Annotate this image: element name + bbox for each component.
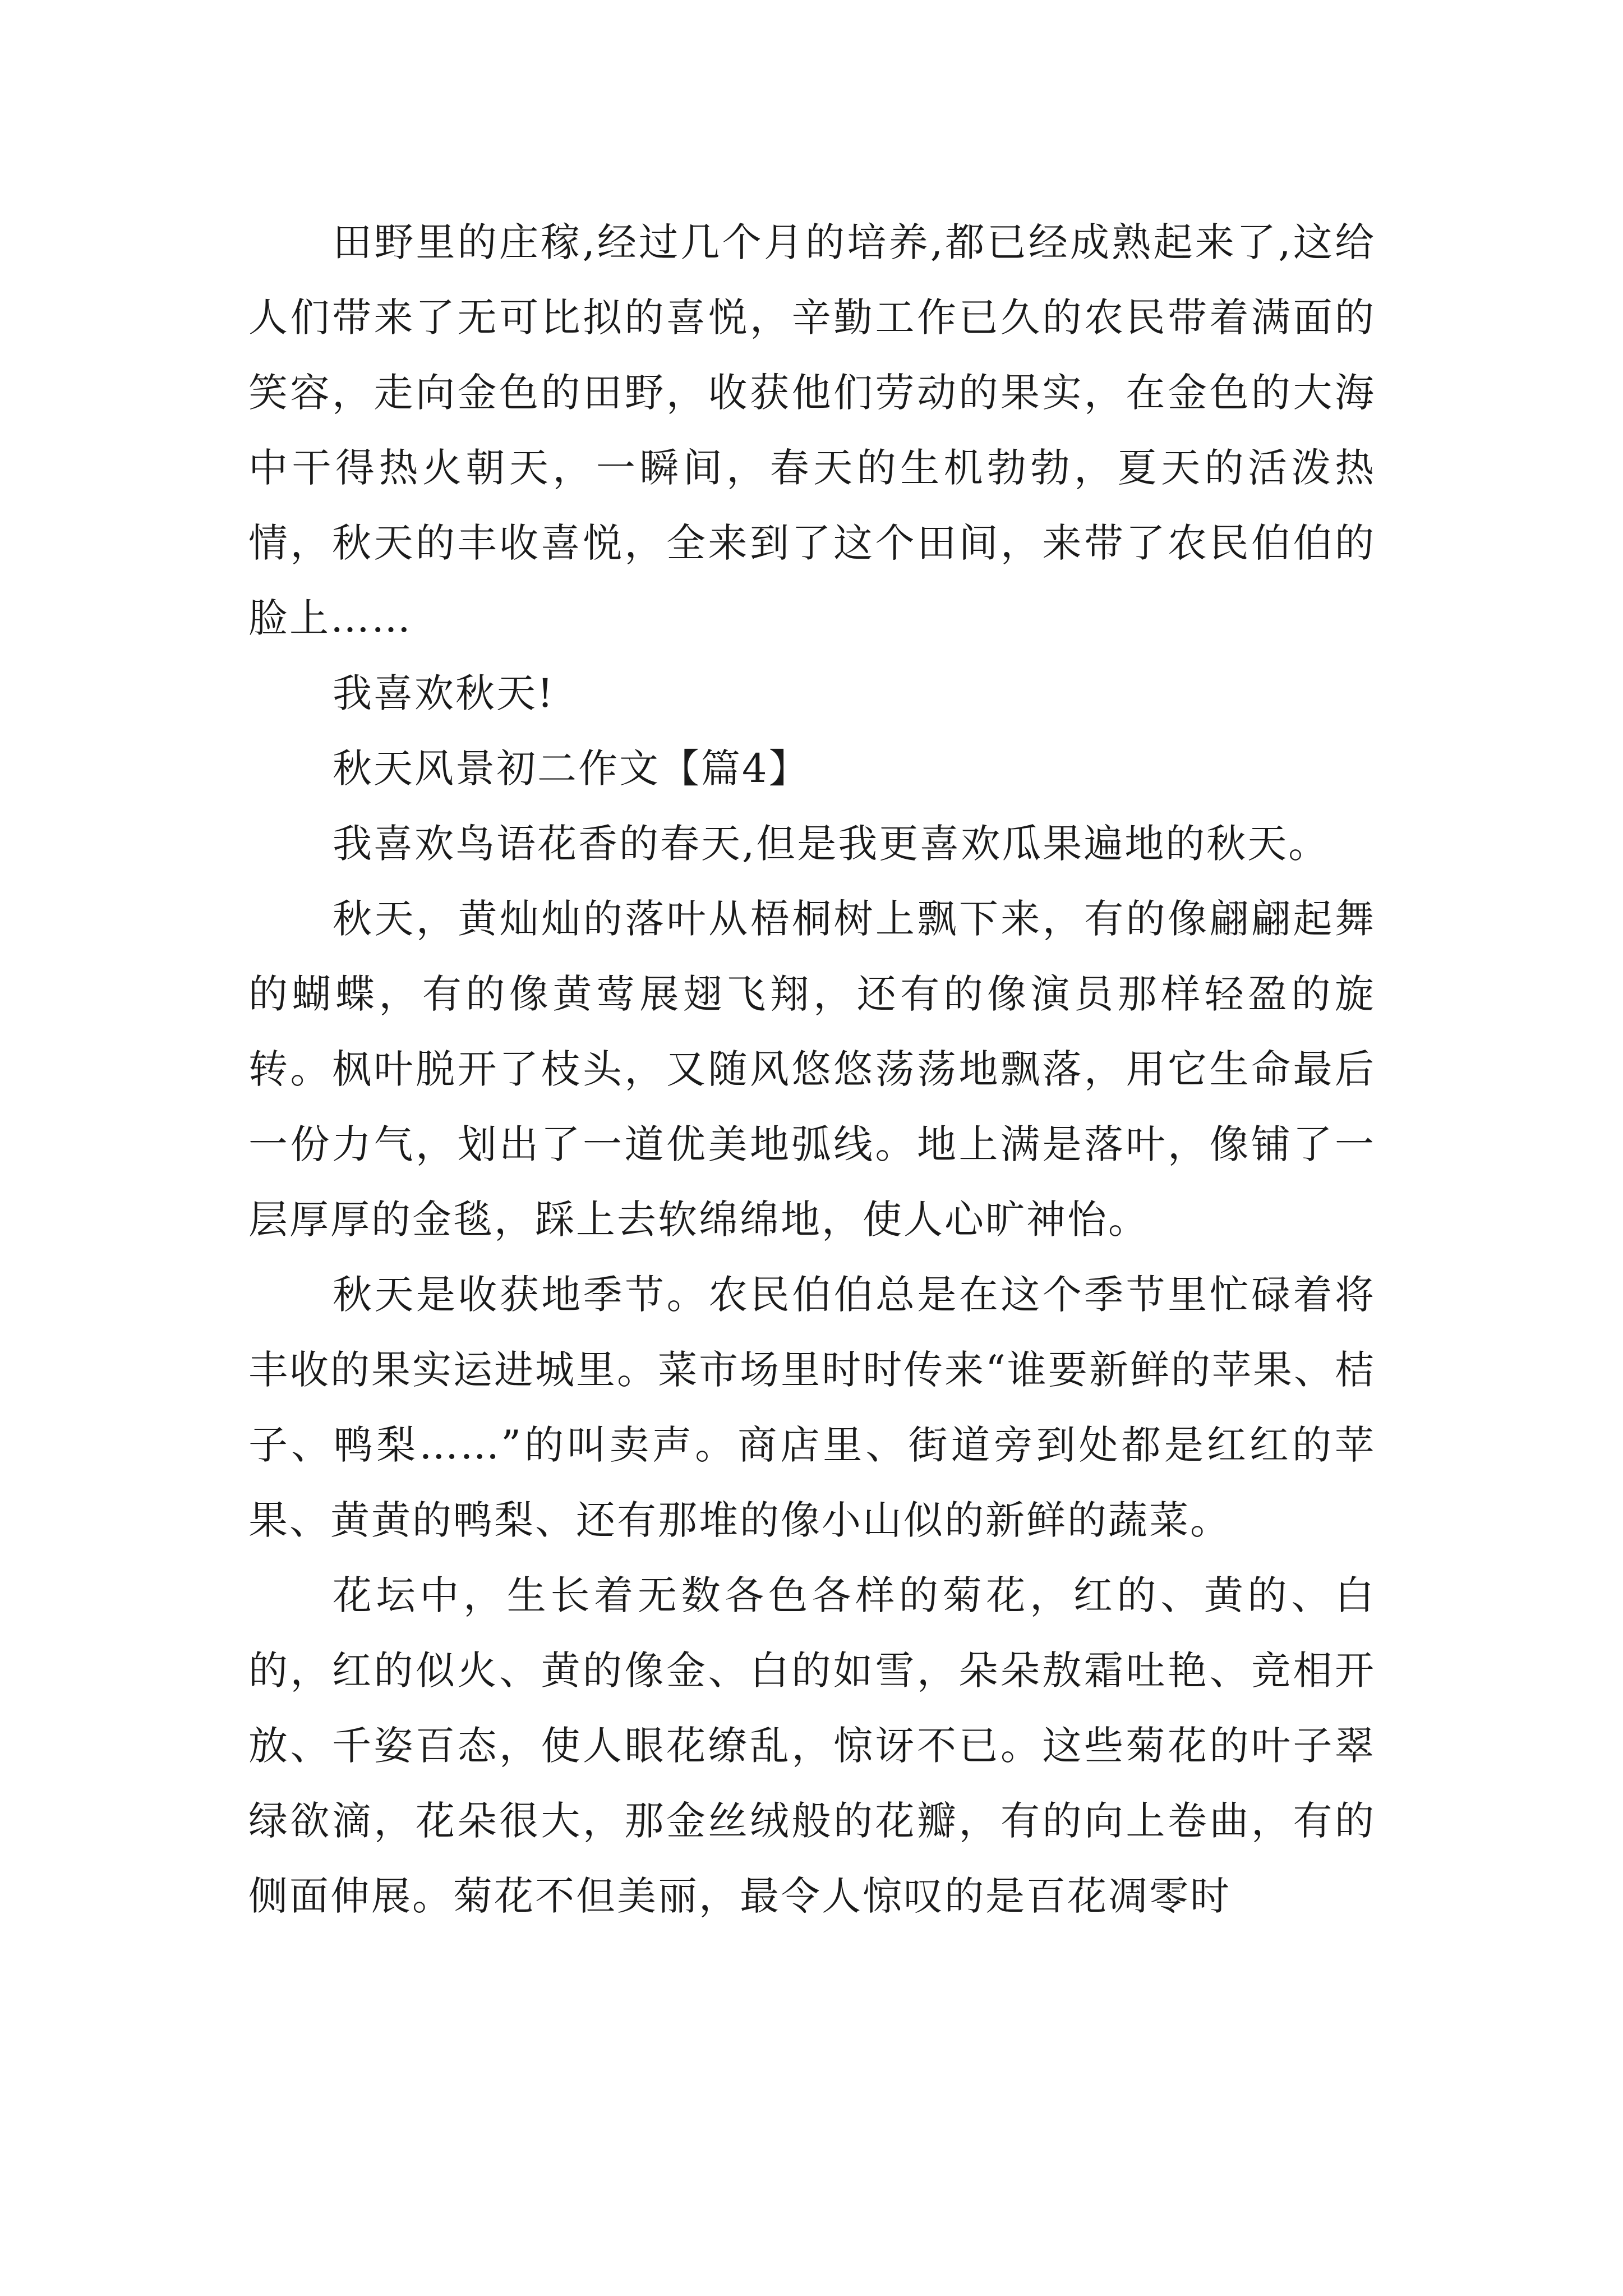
document-body bbox=[248, 205, 1376, 1934]
paragraph-chrysanthemums: 花坛中，生长着无数各色各样的菊花，红的、黄的、白的，红的似火、黄的像金、白的如雪，朵朵敖霜吐艳、竞相开放、千姿百态，使人眼花缭乱，惊讶不已。这些菊花的叶子翠绿欲滴，花朵很大，那金丝绒般的花瓣，有的向上卷曲，有的侧面伸展。菊花不但美丽，最令人惊叹的是百花凋零时 bbox=[248, 1572, 1376, 1919]
paragraph-harvest-fields: 田野里的庄稼,经过几个月的培养,都已经成熟起来了,这给人们带来了无可比拟的喜悦，辛勤工作已久的农民带着满面的笑容，走向金色的田野，收获他们劳动的果实，在金色的大海中干得热火朝天，一瞬间，春天的生机勃勃，夏天的活泼热情，秋天的丰收喜悦，全来到了这个田间，来带了农民伯伯的脸上…… bbox=[248, 219, 1376, 641]
paragraph-falling-leaves: 秋天，黄灿灿的落叶从梧桐树上飘下来，有的像翩翩起舞的蝴蝶，有的像黄莺展翅飞翔，还有的像演员那样轻盈的旋转。枫叶脱开了枝头，又随风悠悠荡荡地飘落，用它生命最后一份力气，划出了一道优美地弧线。地上满是落叶，像铺了一层厚厚的金毯，踩上去软绵绵地，使人心旷神怡。 bbox=[248, 896, 1376, 1243]
paragraph-love-autumn: 我喜欢秋天! bbox=[333, 670, 555, 716]
essay-heading: 秋天风景初二作文【篇4】 bbox=[333, 746, 810, 792]
paragraph-intro: 我喜欢鸟语花香的春天,但是我更喜欢瓜果遍地的秋天。 bbox=[333, 821, 1330, 867]
paragraph-harvest-season: 秋天是收获地季节。农民伯伯总是在这个季节里忙碌着将丰收的果实运进城里。菜市场里时时传来“谁要新鲜的苹果、桔子、鸭梨……”的叫卖声。商店里、街道旁到处都是红红的苹果、黄黄的鸭梨、还有那堆的像小山似的新鲜的蔬菜。 bbox=[248, 1272, 1376, 1543]
